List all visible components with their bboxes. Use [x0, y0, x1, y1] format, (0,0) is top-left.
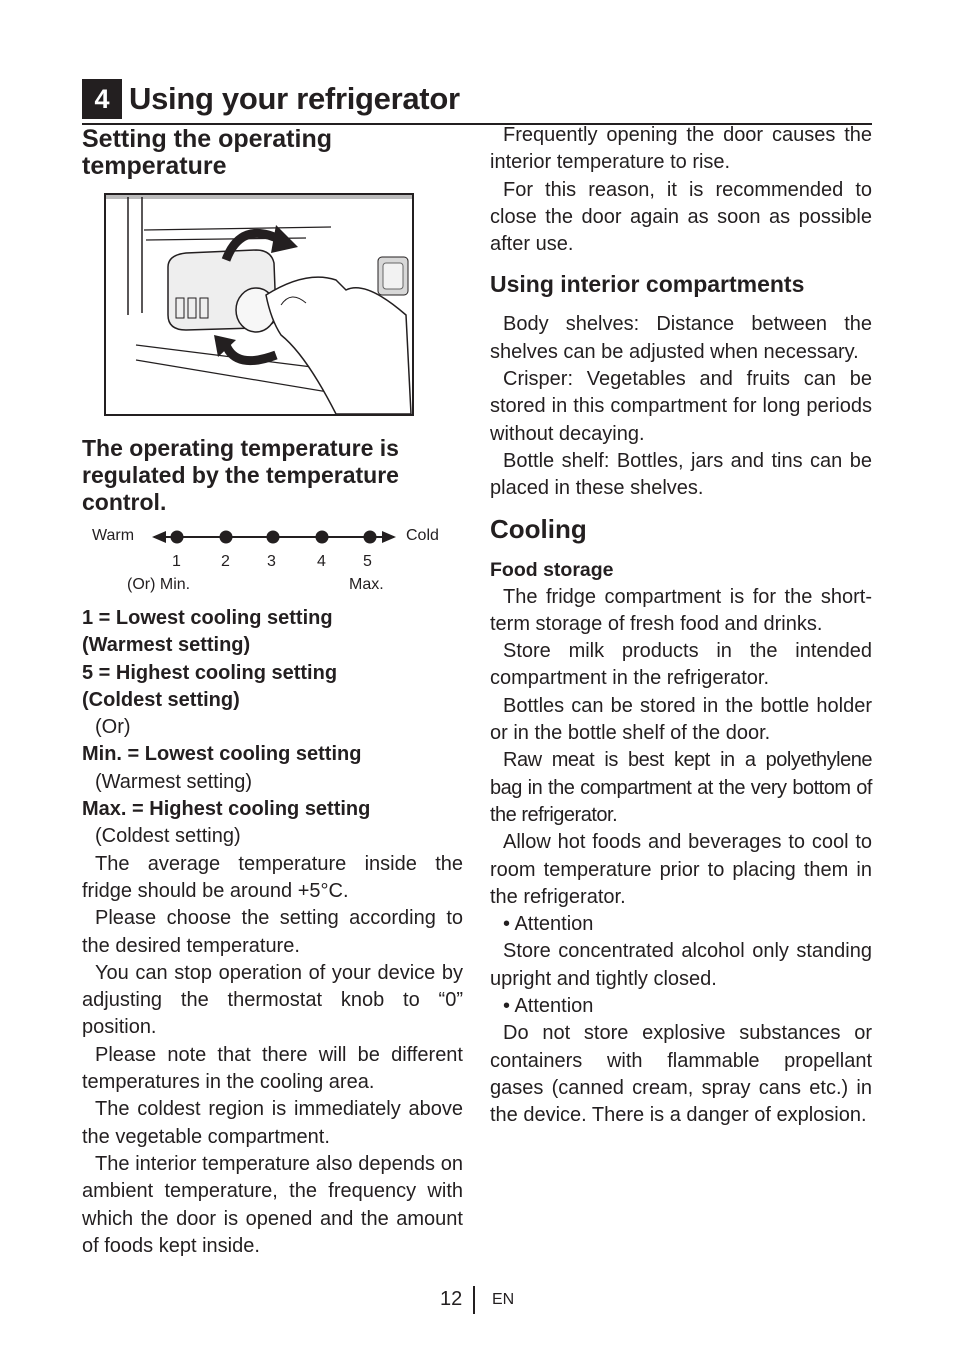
- subsection-title-food-storage: Food storage: [490, 558, 614, 581]
- scale-number-4: 4: [317, 553, 326, 570]
- scale-min-label: (Or) Min.: [127, 576, 191, 593]
- scale-cold-label: Cold: [406, 527, 439, 544]
- attention-label-2: • Attention: [503, 995, 594, 1018]
- temperature-scale: [82, 524, 463, 594]
- section-title-operating-temperature: Setting the operating temperature: [82, 125, 332, 180]
- max-setting: Max. = Highest cooling setting: [82, 798, 371, 821]
- paragraph-stop-operation: You can stop operation of your device by adjusting the thermostat knob to “0” position.: [82, 961, 463, 1039]
- paragraph-explosive: Do not store explosive substances or containers with flammable propellant gases (canned cream, spray cans etc.) in the device. There is a danger of explosion.: [490, 1022, 872, 1127]
- chapter-number: 4: [82, 79, 122, 119]
- scale-number-5: 5: [363, 553, 372, 570]
- paragraph-average-temp: The average temperature inside the fridge should be around +5°C.: [82, 852, 463, 902]
- paragraph-choose-setting: Please choose the setting according to the desired temperature.: [82, 907, 463, 957]
- language-code: EN: [492, 1291, 515, 1308]
- thermostat-knob-drawing: [106, 195, 412, 414]
- paragraph-fridge-compartment: The fridge compartment is for the short-term storage of fresh food and drinks.: [490, 585, 872, 635]
- paragraph-body-shelves: Body shelves: Distance between the shelves can be adjusted when necessary.: [490, 313, 872, 363]
- attention-label-1: • Attention: [503, 913, 594, 936]
- paragraph-milk-products: Store milk products in the intended compartment in the refrigerator.: [490, 640, 872, 690]
- subtitle-temperature-control: The operating temperature is regulated by the temperature control.: [82, 435, 399, 515]
- paragraph-close-door: For this reason, it is recommended to close the door again as soon as possible after use.: [490, 178, 872, 256]
- scale-number-1: 1: [172, 553, 181, 570]
- paragraph-different-temps: Please note that there will be different temperatures in the cooling area.: [82, 1043, 463, 1094]
- scale-number-2: 2: [221, 553, 230, 570]
- chapter-title: Using your refrigerator: [129, 81, 460, 116]
- or-text: (Or): [95, 716, 131, 739]
- page-number: 12: [440, 1288, 463, 1310]
- paragraph-interior-temp: The interior temperature also depends on ambient temperature, the frequency with which the door is opened and the amount of foods kept inside.: [82, 1152, 463, 1257]
- setting-5: 5 = Highest cooling setting: [82, 661, 338, 684]
- paragraph-crisper: Crisper: Vegetables and fruits can be stored in this compartment for long periods without decaying.: [490, 368, 872, 445]
- page-footer: [0, 1286, 954, 1316]
- scale-warm-label: Warm: [92, 527, 135, 544]
- paragraph-alcohol: Store concentrated alcohol only standing upright and tightly closed.: [490, 940, 872, 990]
- min-setting-note: (Warmest setting): [95, 770, 253, 793]
- right-column: [490, 122, 872, 1130]
- setting-1-note: (Warmest setting): [82, 634, 251, 657]
- setting-1: 1 = Lowest cooling setting: [82, 607, 333, 629]
- scale-number-3: 3: [267, 553, 276, 570]
- paragraph-door-opening: Frequently opening the door causes the interior temperature to rise.: [490, 124, 872, 174]
- chapter-header: [82, 79, 872, 125]
- paragraph-coldest-region: The coldest region is immediately above the vegetable compartment.: [82, 1098, 463, 1148]
- setting-5-note: (Coldest setting): [82, 688, 240, 711]
- max-setting-note: (Coldest setting): [95, 825, 241, 848]
- paragraph-hot-foods: Allow hot foods and beverages to cool to room temperature prior to placing them in the refrigerator.: [490, 831, 872, 908]
- scale-max-label: Max.: [349, 576, 384, 593]
- paragraph-bottles: Bottles can be stored in the bottle holder or in the bottle shelf of the door.: [490, 694, 872, 745]
- thermostat-illustration: [104, 193, 414, 416]
- section-title-compartments: Using interior compartments: [490, 271, 805, 298]
- footer-divider: [473, 1286, 475, 1314]
- left-column: [82, 126, 463, 1260]
- min-setting: Min. = Lowest cooling setting: [82, 743, 362, 766]
- section-title-cooling: Cooling: [490, 513, 587, 544]
- paragraph-raw-meat: Raw meat is best kept in a polyethylene bag in the compartment at the very bottom of the refrigerator.: [490, 749, 872, 826]
- paragraph-bottle-shelf: Bottle shelf: Bottles, jars and tins can be placed in these shelves.: [490, 449, 872, 500]
- settings-list: [82, 605, 463, 1260]
